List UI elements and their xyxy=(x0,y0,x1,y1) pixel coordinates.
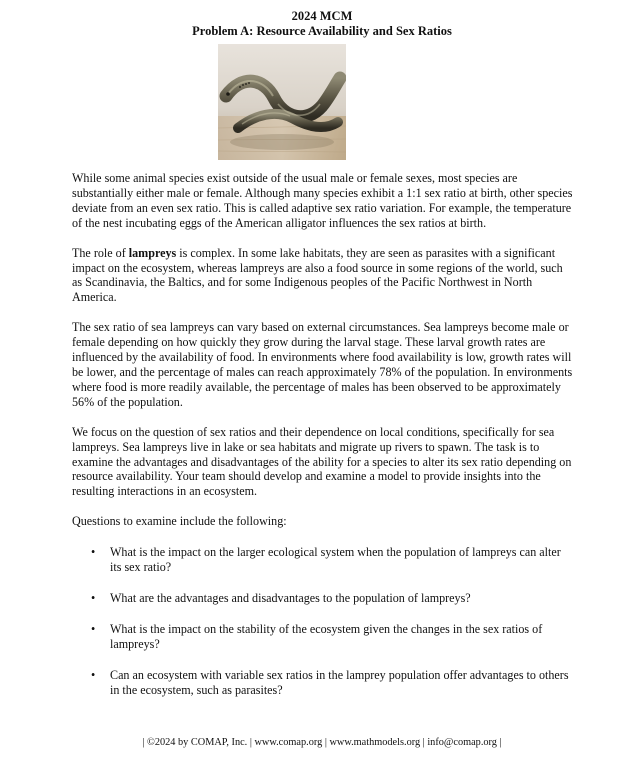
paragraph-lampreys-role xyxy=(72,246,574,306)
questions-list xyxy=(72,545,574,697)
document-title: 2024 MCM xyxy=(291,9,353,23)
paragraph-task: We focus on the question of sex ratios and their dependence on local conditions, specifically for sea lampreys. Sea lampreys live in lake or sea habitats and migrate up rivers to spawn. The task is to examine the advantages and disadvantages of the ability for a species to alter its sex ratio depending on resource availability. Your team should develop and examine a model to provide insights into the resulting interactions in an ecosystem. xyxy=(72,424,572,499)
question-item xyxy=(91,621,574,652)
bullet-icon: • xyxy=(91,667,96,682)
paragraph-sex-ratio: The sex ratio of sea lampreys can vary based on external circumstances. Sea lampreys become male or female depending on how quickly they grow during the larval stage. These larval growth rates are influenced by the availability of food. In environments where food availability is low, growth rates will be lower, and the percentage of males can reach approximately 78% of the population. In environments where food is more readily available, the percentage of males has been observed to be approximately 56% of the population. xyxy=(72,320,573,409)
question-text: What is the impact on the larger ecological system when the population of lampreys can alter its sex ratio? xyxy=(110,545,561,575)
question-text: What is the impact on the stability of the ecosystem given the changes in the sex ratios of lampreys? xyxy=(110,621,543,651)
questions-intro: Questions to examine include the following: xyxy=(72,514,287,529)
paragraph-lampreys-role-lead: The role of xyxy=(72,245,129,260)
lamprey-photo xyxy=(218,44,346,160)
document-header xyxy=(0,9,644,39)
problem-title: Problem A: Resource Availability and Sex Ratios xyxy=(192,24,452,38)
question-item xyxy=(91,590,574,606)
page-footer: | ©2024 by COMAP, Inc. | www.comap.org | www.mathmodels.org | info@comap.org | xyxy=(142,737,502,748)
document-body xyxy=(72,171,574,713)
bullet-icon: • xyxy=(91,621,96,636)
paragraph-lampreys-role-rest: is complex. In some lake habitats, they are seen as parasites with a significant impact on the ecosystem, whereas lampreys are also a food source in some regions of the world, such as Scandinavia, the Baltics, and for some Indigenous peoples of the Pacific Northwest in North America. xyxy=(72,245,563,305)
paragraph-intro: While some animal species exist outside of the usual male or female sexes, most species are substantially either male or female. Although many species exhibit a 1:1 sex ratio at birth, other species deviate from an even sex ratio. This is called adaptive sex ratio variation. For example, the temperature of the nest incubating eggs of the American alligator influences the sex ratios at birth. xyxy=(72,171,573,230)
question-text: What are the advantages and disadvantages to the population of lampreys? xyxy=(110,590,471,605)
lampreys-bold-term: lampreys xyxy=(128,245,177,260)
bullet-icon: • xyxy=(91,545,96,560)
question-item xyxy=(91,545,574,575)
question-text: Can an ecosystem with variable sex ratios in the lamprey population offer advantages to others in the ecosystem, such as parasites? xyxy=(110,667,569,697)
bullet-icon: • xyxy=(91,590,96,605)
question-item xyxy=(91,667,574,698)
